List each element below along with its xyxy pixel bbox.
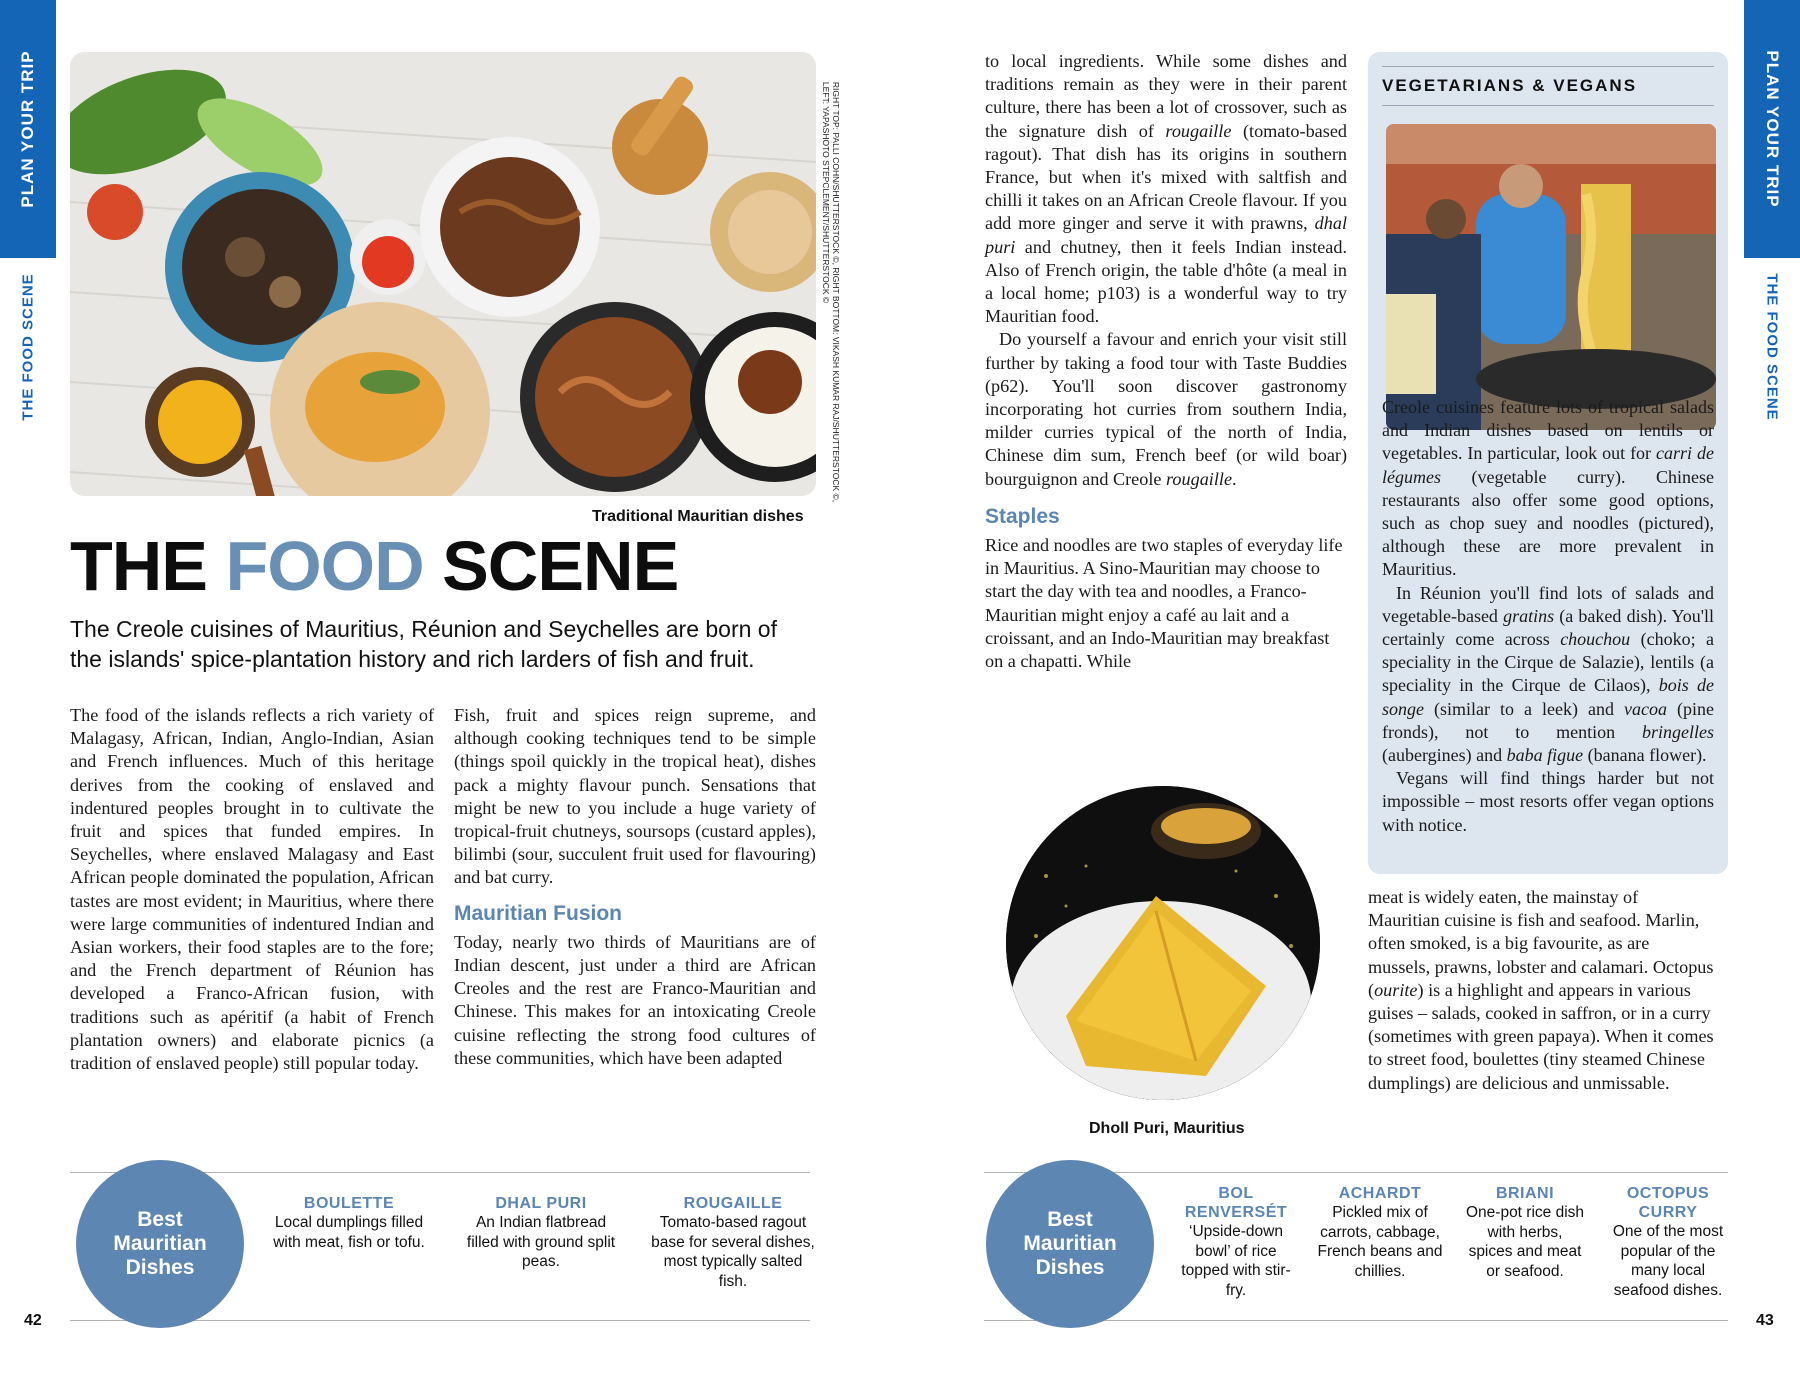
best-dishes-badge: Best Mauritian Dishes	[986, 1160, 1154, 1328]
dish-item	[648, 1194, 818, 1291]
chapter-tab-label: THE FOOD SCENE	[19, 273, 37, 421]
hero-photo	[70, 52, 816, 496]
body-column-2	[454, 704, 816, 1070]
paragraph: Fish, fruit and spices reign supreme, and although cooking techniques tend to be simple (things spoil quickly in the tropical heat), dishes pack a mighty flavour punch. Sensations that might be new to you include a huge variety of tropical-fruit chutneys, soursops (custard apples), bilimbi (sour, succulent fruit used for flavouring) and bat curry.	[454, 705, 816, 888]
italic-term: rougaille	[1166, 468, 1233, 489]
italic-term: bois de songe	[1382, 675, 1714, 719]
dish-item	[1180, 1184, 1292, 1300]
body-column-4	[1368, 886, 1714, 1095]
dish-name: BOL RENVERSÉT	[1184, 1185, 1288, 1221]
section-tab-right	[1744, 0, 1800, 258]
chapter-tab-label: THE FOOD SCENE	[1763, 273, 1781, 421]
dish-item	[1606, 1184, 1730, 1300]
italic-term: ourite	[1374, 979, 1418, 1000]
italic-term: bringelles	[1642, 721, 1714, 742]
italic-term: carri de légumes	[1382, 443, 1714, 487]
paragraph: Today, nearly two thirds of Mauritians are of Indian descent, just under a third are African Creoles and the rest are Franco-Mauritian and Chinese. This makes for an intoxicating Creole cuisine reflecting the strong food cultures of these communities, which have been adapted	[454, 931, 816, 1068]
title-part: THE	[70, 527, 226, 605]
italic-term: chouchou	[1560, 629, 1631, 650]
subheading-mauritian-fusion: Mauritian Fusion	[454, 901, 622, 925]
italic-term: vacoa	[1624, 698, 1667, 719]
paragraph: to local ingredients. While some dishes and traditions remain as they were in their parent culture, there has been a lot of crossover, such as the signature dish of rougaille (tomato-based ragout). That dish has its origins in southern France, but when it's mixed with saltfish and chilli it takes on an African Creole flavour. If you add more ginger and serve it with prawns, dhal puri and chutney, then it feels Indian instead. Also of French origin, the table d'hôte (a meal in a local home; p103) is a wonderful way to try Mauritian food.	[985, 51, 1347, 327]
page-number-left: 42	[24, 1312, 42, 1329]
body-column-1	[70, 704, 434, 1075]
section-tab-label: PLAN YOUR TRIP	[1763, 50, 1782, 208]
section-tab-label: PLAN YOUR TRIP	[18, 50, 37, 208]
title-accent: FOOD	[225, 527, 424, 605]
paragraph: meat is widely eaten, the mainstay of Mauritian cuisine is fish and seafood. Marlin, often smoked, is a big favourite, as are mussels, prawns, lobster and calamari. Octopus (ourite) is a highlight and appears in various guises – salads, cooked in saffron, or in a curry (sometimes with green papaya). When it comes to street food, boulettes (tiny steamed Chinese dumplings) are delicious and unmissable.	[1368, 887, 1714, 1093]
italic-term: rougaille	[1165, 120, 1232, 141]
dish-item	[458, 1194, 624, 1272]
chapter-tab-right	[1744, 272, 1800, 422]
photo-credit-line: LEFT: YAPASHOTO STEPCLEMENT/SHUTTERSTOCK ©	[821, 81, 831, 304]
dish-item	[1310, 1184, 1450, 1281]
photo-credit	[822, 72, 840, 512]
italic-term: dhal puri	[985, 213, 1347, 257]
sidebar-text	[1382, 396, 1714, 837]
italic-term: gratins	[1503, 605, 1555, 626]
intro-standfirst: The Creole cuisines of Mauritius, Réunion and Seychelles are born of the islands' spice-plantation history and rich larders of fish and fruit.	[70, 616, 777, 672]
dish-name: ROUGAILLE	[683, 1195, 783, 1212]
dish-name: ACHARDT	[1338, 1185, 1422, 1202]
dish-description: Local dumplings filled with meat, fish or tofu.	[273, 1214, 425, 1251]
vegetarians-sidebar	[1368, 52, 1728, 874]
title-part: SCENE	[423, 527, 679, 605]
photo-credit-line: RIGHT TOP: PALLI COHN/SHUTTERSTOCK ©, RIGHT BOTTOM: VIKASH KUMAR RAJ/SHUTTERSTOCK ©,	[831, 81, 841, 503]
body-column-3	[985, 50, 1347, 673]
dish-name: BRIANI	[1495, 1185, 1555, 1202]
dish-description: One-pot rice dish with herbs, spices and meat or seafood.	[1465, 1204, 1585, 1280]
best-dishes-badge: Best Mauritian Dishes	[76, 1160, 244, 1328]
paragraph: In Réunion you'll find lots of salads and vegetable-based gratins (a baked dish). You'll certainly come across chouchou (choko; a speciality in the Cirque de Salazie), lentils (a speciality in the Cirque de Cilaos), bois de songe (similar to a leek) and vacoa (pine fronds), not to mention bringelles (aubergines) and baba figue (banana flower).	[1382, 582, 1714, 766]
chapter-tab-left	[0, 272, 56, 422]
section-tab-left	[0, 0, 56, 258]
dish-name: OCTOPUS CURRY	[1626, 1185, 1710, 1221]
round-photo-caption: Dholl Puri, Mauritius	[1089, 1120, 1245, 1137]
noodle-vendor-photo	[1386, 124, 1716, 430]
dish-name: DHAL PURI	[495, 1195, 587, 1212]
dish-description: Pickled mix of carrots, cabbage, French beans and chillies.	[1317, 1204, 1443, 1280]
dholl-puri-photo	[1006, 786, 1320, 1100]
dish-item	[1464, 1184, 1586, 1281]
dish-name: BOULETTE	[303, 1195, 395, 1212]
paragraph: Creole cuisines feature lots of tropical salads and Indian dishes based on lentils or vegetables. In particular, look out for carri de légumes (vegetable curry). Chinese restaurants also offer some good options, such as chop suey and noodles (pictured), although these are more prevalent in Mauritius.	[1382, 397, 1714, 580]
dish-description: Tomato-based ragout base for several dishes, most typically salted fish.	[651, 1214, 815, 1290]
page-number-right: 43	[1756, 1312, 1774, 1329]
paragraph: Do yourself a favour and enrich your visit still further by taking a food tour with Taste Buddies (p62). You'll soon discover gastronomy incorporating hot curries from southern India, milder curries typical of the north of India, Chinese dim sum, French beef (or wild boar) bourguignon and Creole rougaille.	[985, 329, 1347, 489]
dish-description: An Indian flatbread filled with ground split peas.	[466, 1214, 616, 1270]
dish-description: One of the most popular of the many local seafood dishes.	[1612, 1223, 1724, 1299]
paragraph: The food of the islands reflects a rich variety of Malagasy, African, Indian, Anglo-Indian, Asian and French influences. Much of this heritage derives from the cooking of enslaved and indentured peoples brought in to cultivate the fruit and spices that funded empires. In Seychelles, where enslaved Malagasy and East African people dominated the population, African tastes are most evident; in Mauritius, where there were large communities of indentured Indian and Asian workers, their food staples are to the fore; and the French department of Réunion has developed a Franco-African fusion, with traditions such as apéritif (a habit of French plantation owners) and elaborate picnics (a tradition of enslaved people) still popular today.	[70, 705, 434, 1074]
page-title	[70, 526, 678, 606]
dish-description: ‘Upside-down bowl’ of rice topped with stir-fry.	[1181, 1223, 1291, 1299]
dish-item	[268, 1194, 430, 1252]
italic-term: baba figue	[1506, 745, 1584, 766]
paragraph: Rice and noodles are two staples of everyday life in Mauritius. A Sino-Mauritian may choose to start the day with tea and noodles, a Franco-Mauritian might enjoy a café au lait and a croissant, and an Indo-Mauritian may breakfast on a chapatti. While	[985, 535, 1343, 672]
subheading-staples: Staples	[985, 504, 1060, 528]
paragraph: Vegans will find things harder but not impossible – most resorts offer vegan options with notice.	[1382, 768, 1714, 835]
sidebar-heading: VEGETARIANS & VEGANS	[1382, 66, 1714, 106]
hero-caption: Traditional Mauritian dishes	[592, 508, 804, 525]
